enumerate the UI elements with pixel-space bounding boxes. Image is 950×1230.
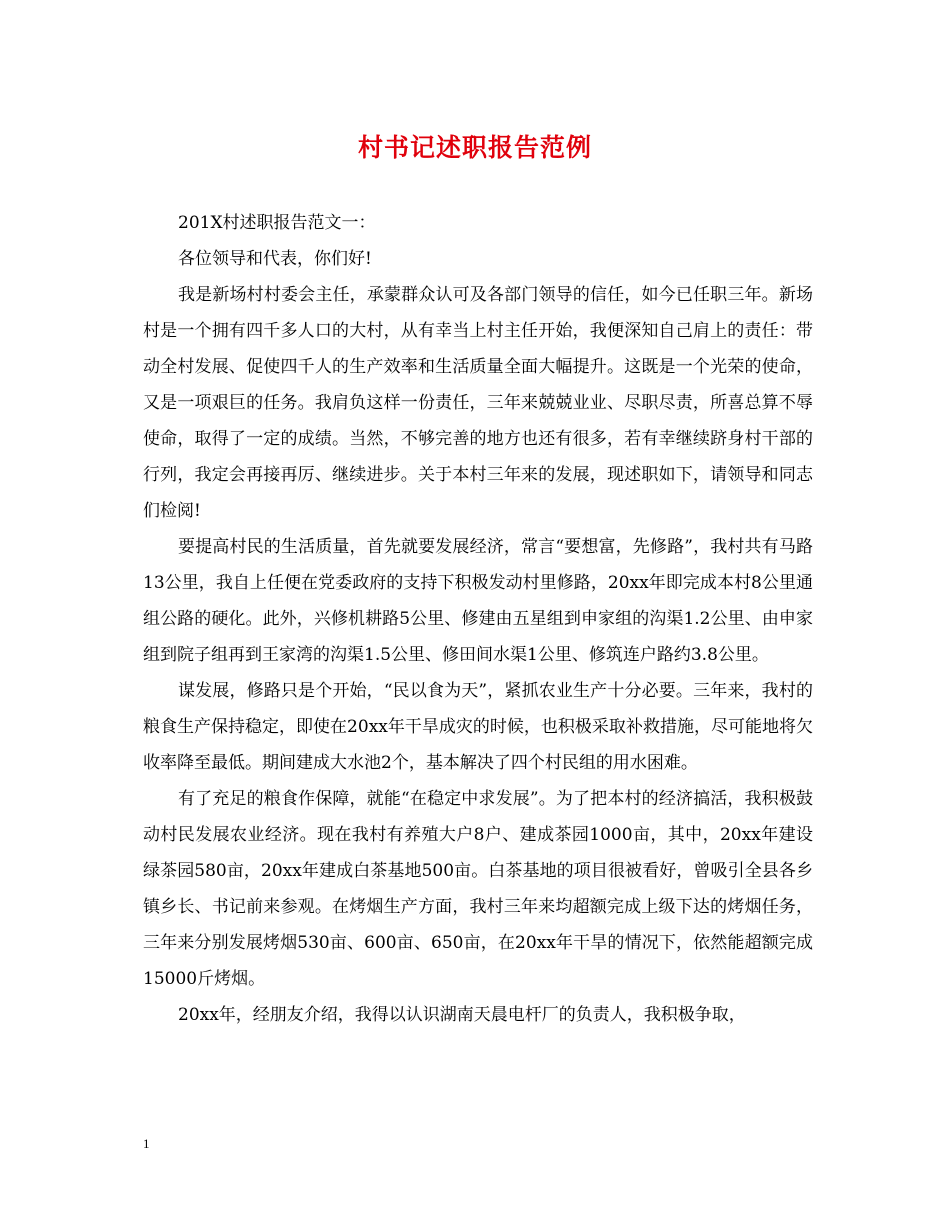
paragraph-heading: 201X村述职报告范文一：	[178, 213, 376, 233]
paragraph-agriculture: 谋发展，修路只是个开始，“民以食为天”，紧抓农业生产十分必要。三年来，我村的粮食生产保持稳定，即使在20xx年干旱成灾的时候，也积极采取补救措施，尽可能地将欠收率降至最低。期间建成大水池2个，基本解决了四个村民组的用水困难。	[143, 681, 813, 773]
document-body	[143, 205, 813, 1033]
paragraph-greeting: 各位领导和代表，你们好!	[178, 249, 372, 269]
paragraph-partnership: 20xx年，经朋友介绍，我得以认识湖南天晨电杆厂的负责人，我积极争取，	[178, 1005, 746, 1025]
page-number: 1	[143, 1136, 150, 1151]
paragraph-introduction: 我是新场村村委会主任，承蒙群众认可及各部门领导的信任，如今已任职三年。新场村是一个拥有四千多人口的大村，从有幸当上村主任开始，我便深知自己肩上的责任：带动全村发展、促使四千人的生产效率和生活质量全面大幅提升。这既是一个光荣的使命，又是一项艰巨的任务。我肩负这样一份责任，三年来兢兢业业、尽职尽责，所喜总算不辱使命，取得了一定的成绩。当然，不够完善的地方也还有很多，若有幸继续跻身村干部的行列，我定会再接再厉、继续进步。关于本村三年来的发展，现述职如下，请领导和同志们检阅!	[143, 285, 813, 521]
paragraph-economy: 有了充足的粮食作保障，就能“在稳定中求发展”。为了把本村的经济搞活，我积极鼓动村民发展农业经济。现在我村有养殖大户8户、建成茶园1000亩，其中，20xx年建设绿茶园580亩，20xx年建成白茶基地500亩。白茶基地的项目很被看好，曾吸引全县各乡镇乡长、书记前来参观。在烤烟生产方面，我村三年来均超额完成上级下达的烤烟任务，三年来分别发展烤烟530亩、600亩、650亩，在20xx年干旱的情况下，依然能超额完成15000斤烤烟。	[143, 789, 813, 989]
paragraph-road-construction: 要提高村民的生活质量，首先就要发展经济，常言“要想富，先修路”，我村共有马路13公里，我自上任便在党委政府的支持下积极发动村里修路，20xx年即完成本村8公里通组公路的硬化。此外，兴修机耕路5公里、修建由五星组到申家组的沟渠1.2公里、由申家组到院子组再到王家湾的沟渠1.5公里、修田间水渠1公里、修筑连户路约3.8公里。	[143, 537, 813, 665]
document-title: 村书记述职报告范例	[357, 133, 592, 162]
